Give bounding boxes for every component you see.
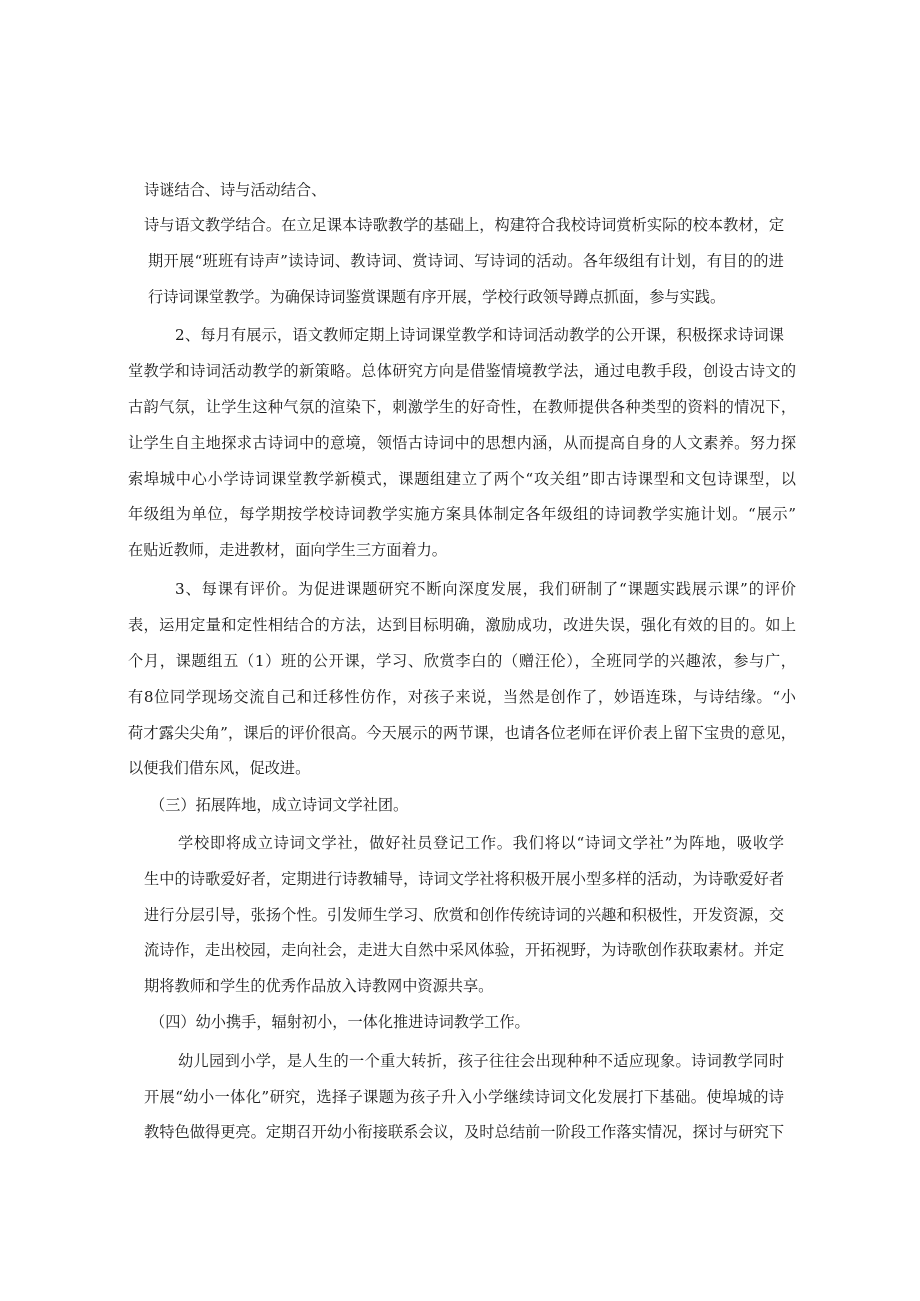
text-line: 荷才露尖尖角”，课后的评价很高。今天展示的两节课，也请各位老师在评价表上留下宝贵的意见， bbox=[128, 724, 796, 742]
text-line: 教特色做得更亮。定期召开幼小衔接联系会议，及时总结前一阶段工作落实情况，探讨与研究下 bbox=[144, 1123, 784, 1141]
text-line: 年级组为单位，每学期按学校诗词教学实施方案具体制定各年级组的诗词教学实施计划。“展示” bbox=[128, 505, 796, 523]
text-line: 行诗词课堂教学。为确保诗词鉴赏课题有序开展，学校行政领导蹲点抓面，参与实践。 bbox=[148, 288, 726, 306]
text-line: 让学生自主地探求古诗词中的意境，领悟古诗词中的思想内涵，从而提高自身的人文素养。努力探 bbox=[128, 434, 796, 452]
text-line: 表，运用定量和定性相结合的方法，达到目标明确，激励成功，改进失误，强化有效的目的。如上 bbox=[128, 616, 796, 634]
text-line: 学校即将成立诗词文学社，做好社员登记工作。我们将以“诗词文学社”为阵地，吸收学 bbox=[178, 834, 784, 852]
text-line: 在贴近教师，走进教材，面向学生三方面着力。 bbox=[128, 541, 447, 559]
section-heading-4: （四）幼小携手，辐射初小，一体化推进诗词教学工作。 bbox=[150, 1013, 530, 1031]
text-line: 索埠城中心小学诗词课堂教学新模式，课题组建立了两个“攻关组”即古诗课型和文包诗课型，以 bbox=[128, 470, 796, 488]
text-line: 生中的诗歌爱好者，定期进行诗教辅导，诗词文学社将积极开展小型多样的活动，为诗歌爱好者 bbox=[144, 870, 784, 888]
text-line: 幼儿园到小学，是人生的一个重大转折，孩子往往会出现种种不适应现象。诗词教学同时 bbox=[178, 1052, 784, 1070]
text-line: 有8位同学现场交流自己和迁移性仿作，对孩子来说，当然是创作了，妙语连珠，与诗结缘。“小 bbox=[128, 688, 796, 706]
text-line: 期将教师和学生的优秀作品放入诗教网中资源共享。 bbox=[144, 977, 494, 995]
text-line: 3、每课有评价。为促进课题研究不断向深度发展，我们研制了“课题实践展示课”的评价 bbox=[175, 580, 796, 598]
text-line: 开展“幼小一体化”研究，选择子课题为孩子升入小学继续诗词文化发展打下基础。使埠城的诗 bbox=[144, 1088, 784, 1106]
text-line: 2、每月有展示，语文教师定期上诗词课堂教学和诗词活动教学的公开课，积极探求诗词课 bbox=[175, 326, 784, 344]
text-line: 诗谜结合、诗与活动结合、 bbox=[144, 181, 327, 199]
text-line: 进行分层引导，张扬个性。引发师生学习、欣赏和创作传统诗词的兴趣和积极性，开发资源，交 bbox=[144, 906, 784, 924]
text-line: 以便我们借东风，促改进。 bbox=[128, 759, 311, 777]
section-heading-3: （三）拓展阵地，成立诗词文学社团。 bbox=[150, 796, 409, 814]
text-line: 期开展“班班有诗声”读诗词、教诗词、赏诗词、写诗词的活动。各年级组有计划，有目的的进 bbox=[148, 252, 784, 270]
text-line: 流诗作，走出校园，走向社会，走进大自然中采风体验，开拓视野，为诗歌创作获取素材。并定 bbox=[144, 941, 784, 959]
text-line: 堂教学和诗词活动教学的新策略。总体研究方向是借鉴情境教学法，通过电教手段，创设古诗文的 bbox=[128, 362, 796, 380]
text-line: 诗与语文教学结合。在立足课本诗歌教学的基础上，构建符合我校诗词赏析实际的校本教材，定 bbox=[144, 216, 784, 234]
text-line: 个月，课题组五（1）班的公开课，学习、欣赏李白的（赠汪伦），全班同学的兴趣浓，参与广， bbox=[128, 652, 796, 670]
text-line: 古韵气氛，让学生这种气氛的渲染下，刺激学生的好奇性，在教师提供各种类型的资料的情况下， bbox=[128, 398, 796, 416]
